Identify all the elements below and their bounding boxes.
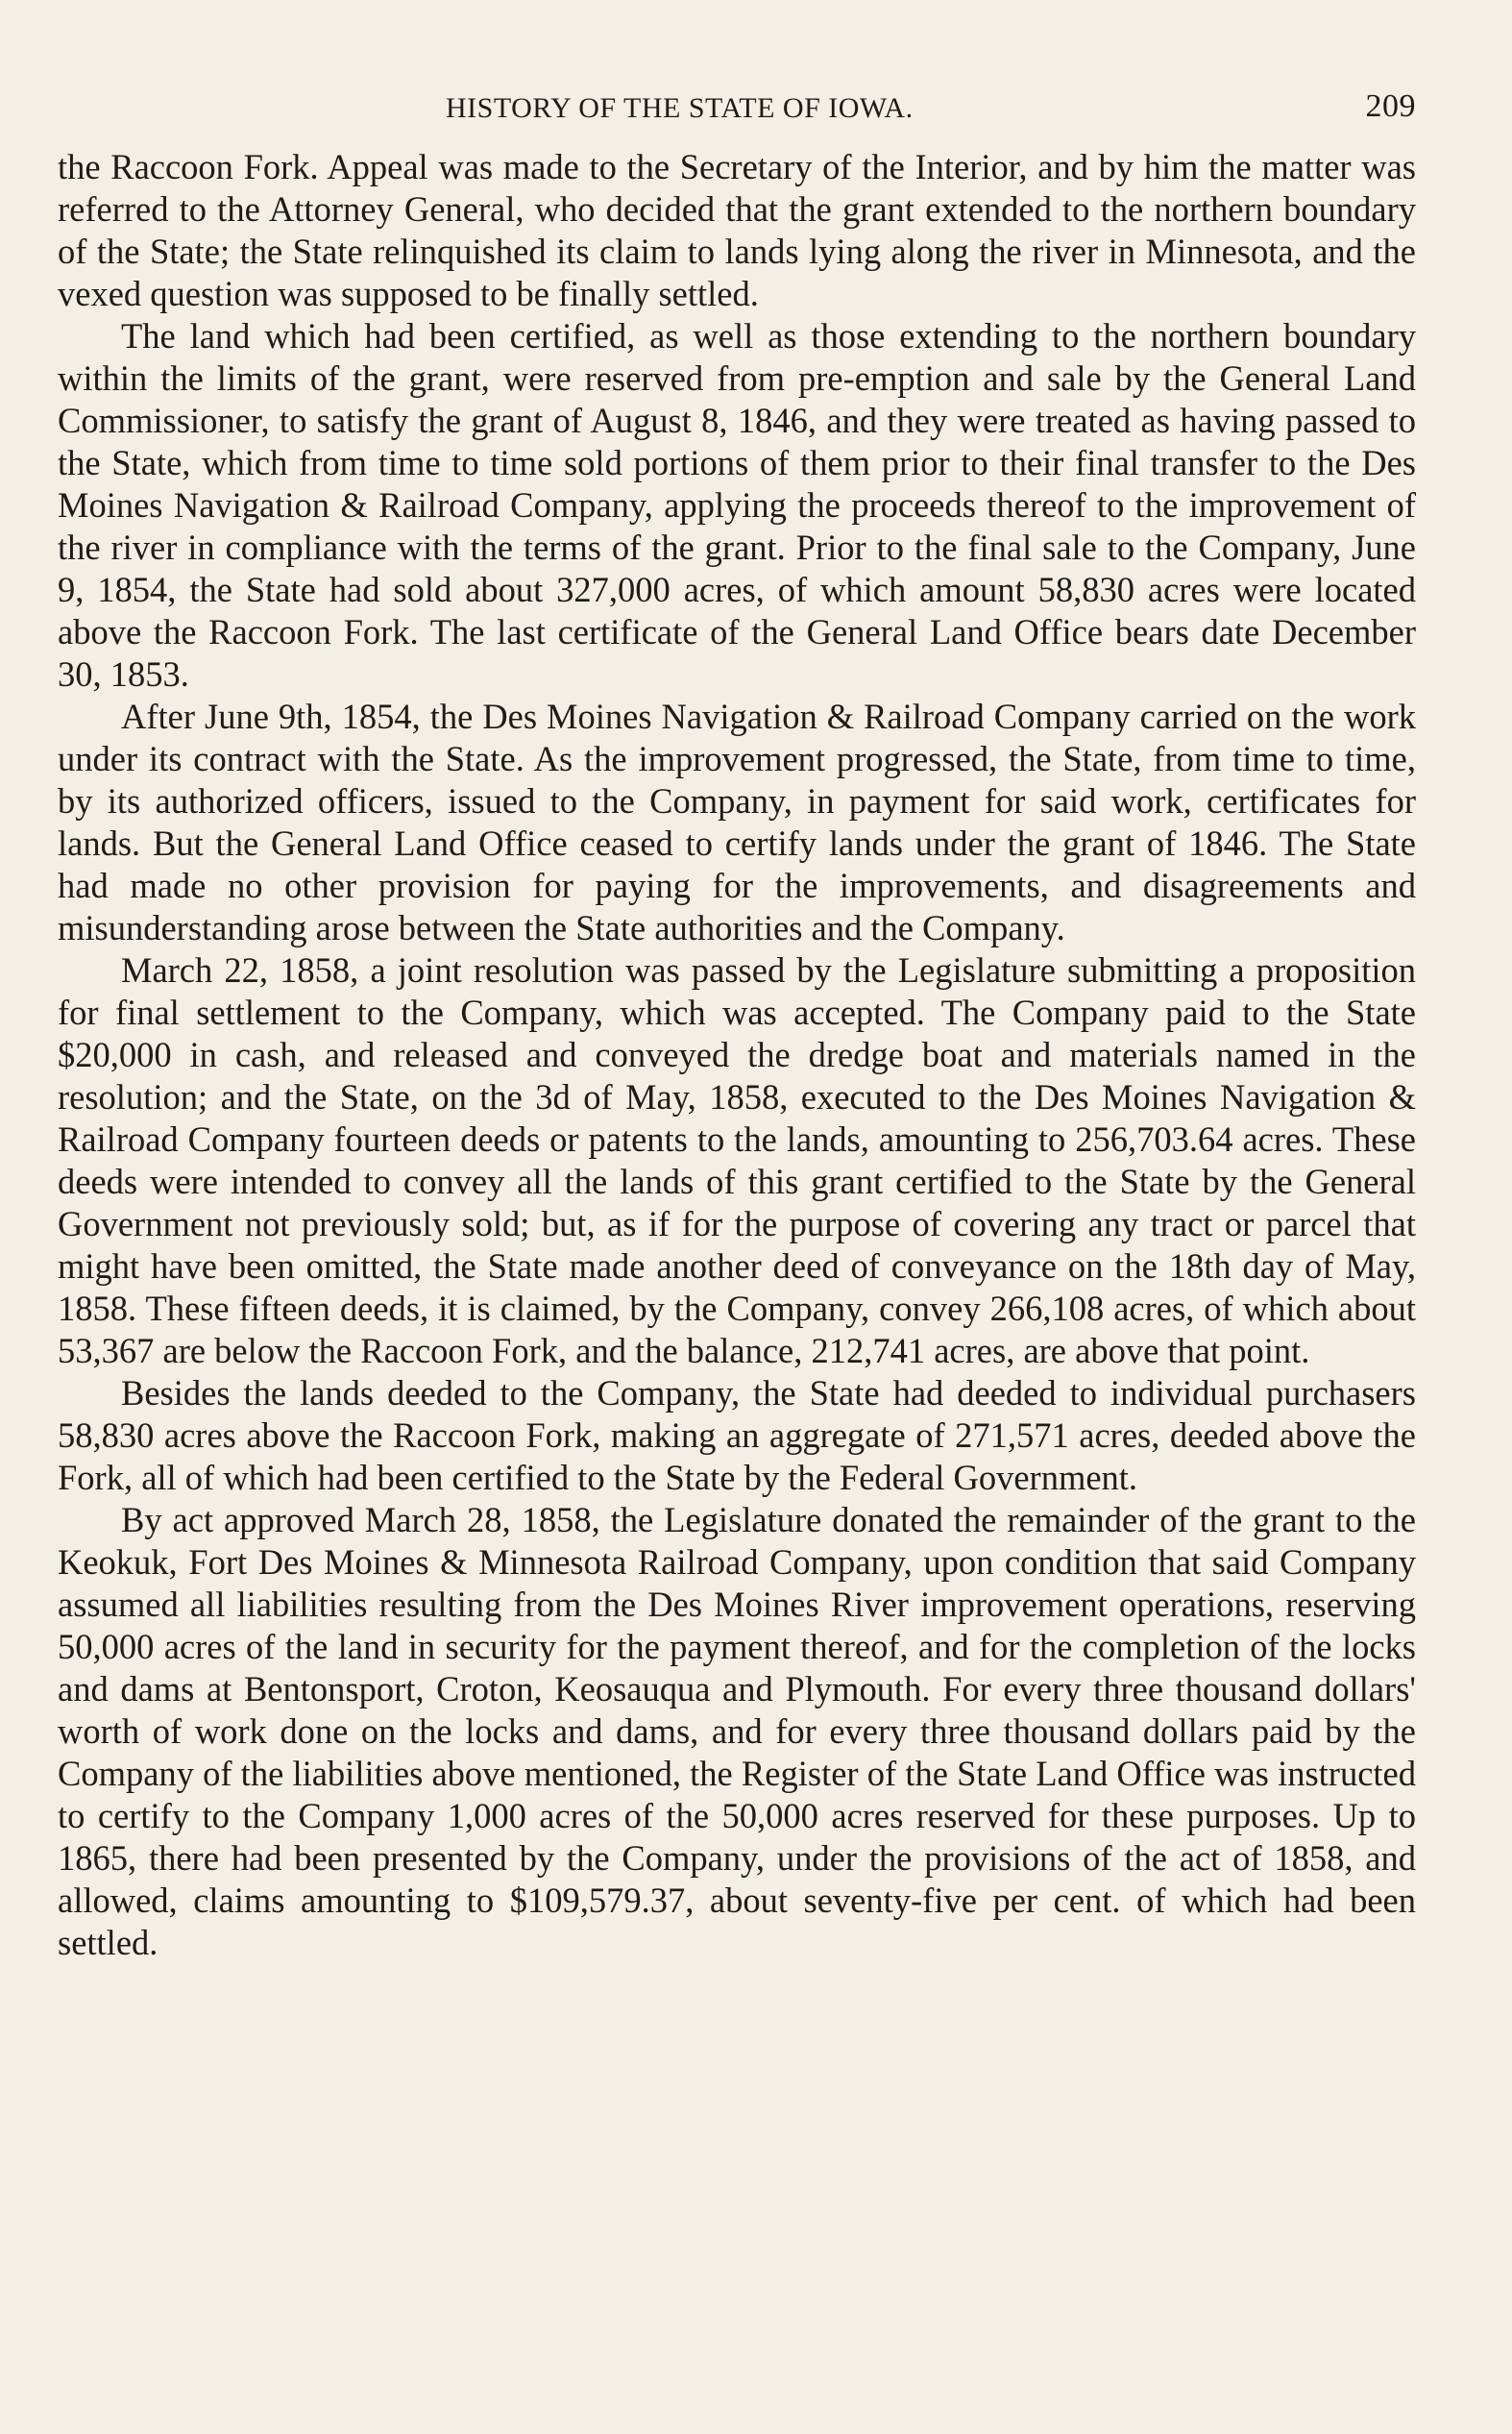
- page-number: 209: [1365, 88, 1416, 124]
- running-header: [58, 85, 1416, 131]
- paragraph-6: By act approved March 28, 1858, the Legislature donated the remainder of the grant to the Keokuk, Fort Des Moines & Minnesota Railroad Company, upon condition that said Company assumed all liabilities resulting from the Des Moines River improvement operations, reserving 50,000 acres of the land in security for the payment thereof, and for the completion of the locks and dams at Bentonsport, Croton, Keosauqua and Plymouth. For every three thousand dollars' worth of work done on the locks and dams, and for every three thousand dollars paid by the Company of the liabilities above mentioned, the Register of the State Land Office was instructed to certify to the Company 1,000 acres of the 50,000 acres reserved for these purposes. Up to 1865, there had been presented by the Company, under the provisions of the act of 1858, and allowed, claims amounting to $109,579.37, about seventy-five per cent. of which had been settled.: [58, 1500, 1416, 1962]
- paragraph-1: the Raccoon Fork. Appeal was made to the Secretary of the Interior, and by him the matter was referred to the Attorney General, who decided that the grant extended to the northern boundary of the State; the State relinquished its claim to lands lying along the river in Minnesota, and the vexed question was supposed to be finally settled.: [58, 147, 1416, 313]
- paragraph-5: Besides the lands deeded to the Company, the State had deeded to individual purchasers 58,830 acres above the Raccoon Fork, making an aggregate of 271,571 acres, deeded above the Fork, all of which had been certified to the State by the Federal Government.: [58, 1373, 1416, 1497]
- body-text: [58, 146, 1416, 1964]
- running-title: HISTORY OF THE STATE OF IOWA.: [446, 92, 914, 124]
- paragraph-4: March 22, 1858, a joint resolution was passed by the Legislature submitting a proposition for final settlement to the Company, which was accepted. The Company paid to the State $20,000 in cash, and released and conveyed the dredge boat and materials named in the resolution; and the State, on the 3d of May, 1858, executed to the Des Moines Navigation & Railroad Company fourteen deeds or patents to the lands, amounting to 256,703.64 acres. These deeds were intended to convey all the lands of this grant certified to the State by the General Government not previously sold; but, as if for the purpose of covering any tract or parcel that might have been omitted, the State made another deed of conveyance on the 18th day of May, 1858. These fifteen deeds, it is claimed, by the Company, convey 266,108 acres, of which about 53,367 are below the Raccoon Fork, and the balance, 212,741 acres, are above that point.: [58, 950, 1416, 1370]
- book-page: [58, 85, 1416, 2391]
- paragraph-2: The land which had been certified, as well as those extending to the northern boundary within the limits of the grant, were reserved from pre-emption and sale by the General Land Commissioner, to satisfy the grant of August 8, 1846, and they were treated as having passed to the State, which from time to time sold portions of them prior to their final transfer to the Des Moines Navigation & Railroad Company, applying the proceeds thereof to the improvement of the river in compliance with the terms of the grant. Prior to the final sale to the Company, June 9, 1854, the State had sold about 327,000 acres, of which amount 58,830 acres were located above the Raccoon Fork. The last certificate of the General Land Office bears date December 30, 1853.: [58, 316, 1416, 694]
- paragraph-3: After June 9th, 1854, the Des Moines Navigation & Railroad Company carried on the work under its contract with the State. As the improvement progressed, the State, from time to time, by its authorized officers, issued to the Company, in payment for said work, certificates for lands. But the General Land Office ceased to certify lands under the grant of 1846. The State had made no other provision for paying for the improvements, and disagreements and misunderstanding arose between the State authorities and the Company.: [58, 697, 1416, 947]
